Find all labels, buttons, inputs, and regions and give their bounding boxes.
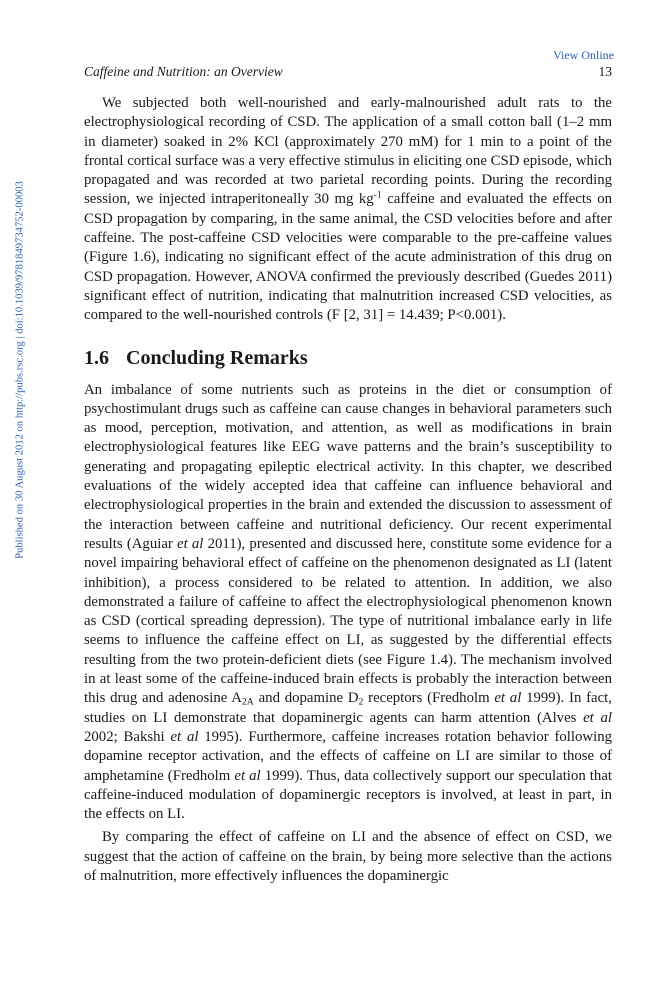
text-run: and dopamine D: [253, 690, 359, 707]
italic-et-al: et al: [170, 728, 199, 745]
side-note-text[interactable]: Published on 30 August 2012 on http://pubs.rsc.org | doi:10.1039/9781849734752-00003: [14, 181, 26, 559]
text-run: 1995). Furthermore, caffeine increases rotation behavior following dopamine receptor activation, and the effects of caffeine on LI are similar to those of amphetamine (Fredholm: [84, 728, 612, 784]
text-run: 2011), presented and discussed here, constitute some evidence for a novel impairing behavioral effect of caffeine on the phenomenon designated as LI (latent inhibition), a process considered to be related to attention. In addition, we also demonstrated a failure of caffeine to affect the electrophysiological phenomenon known as CSD (cortical spreading depression). The type of nutritional imbalance early in life seems to influence the caffeine effect on LI, as suggested by the differential effects resulting from the two protein-deficient diets (see Figure 1.4). The mechanism involved in at least some of the caffeine-induced brain effects is probably the interaction between this drug and adenosine A: [84, 535, 612, 707]
superscript: -1: [373, 190, 382, 202]
subscript: 2A: [241, 696, 254, 708]
text-run: 2002; Bakshi: [84, 728, 171, 745]
paragraph-csd-experiment: [84, 94, 612, 326]
running-head: [84, 64, 612, 80]
publication-side-note: [14, 90, 26, 650]
italic-et-al: et al: [234, 767, 261, 784]
text-run: 1999). Thus, data collectively support our speculation that caffeine-induced modulation of dopaminergic receptors is involved, at least in part, in the effects on LI.: [84, 767, 613, 823]
section-heading: [84, 347, 612, 370]
text-run: An imbalance of some nutrients such as proteins in the diet or consumption of psychostimulant drugs such as caffeine can cause changes in behavioral parameters such as mood, perception, motivation, and attention, as well as modifications in brain electrophysiological features like EEG wave patterns and the brain’s susceptibility to generating and propagating epileptic electrical activity. In this chapter, we described evaluations of the widely accepted idea that caffeine can influence behavioral and electrophysiological properties in the brain and extended the discussion to assessment of the interaction between caffeine and nutritional deficiency. Our recent experimental results (Aguiar: [84, 381, 612, 552]
page-number: 13: [598, 64, 612, 79]
subscript: 2: [358, 696, 364, 708]
italic-et-al: et al: [494, 690, 522, 707]
text-run: receptors (Fredholm: [363, 690, 495, 707]
section-number: 1.6: [84, 346, 109, 369]
italic-et-al: et al: [177, 535, 204, 552]
paragraph-comparison: By comparing the effect of caffeine on LI and the absence of effect on CSD, we suggest that the action of caffeine on the brain, by being more selective than the actions of malnutrition, more effectively influences the dopaminergic: [84, 829, 612, 884]
text-run: 1999). In fact, studies on LI demonstrate that dopaminergic agents can harm attention (Alves: [84, 690, 612, 726]
running-title: Caffeine and Nutrition: an Overview: [84, 64, 283, 79]
text-run: caffeine and evaluated the effects on CSD propagation by comparing, in the same animal, the CSD velocities before and after caffeine. The post-caffeine CSD velocities were comparable to the pre-caffeine values (Figure 1.6), indicating no significant effect of the acute administration of this drug on CSD propagation. However, ANOVA confirmed the previously described (Guedes 2011) significant effect of nutrition, indicating that malnutrition increased CSD velocities, as compared to the well-nourished controls (F [2, 31] = 14.439; P<0.001).: [84, 191, 612, 324]
section-title: Concluding Remarks: [126, 346, 308, 369]
view-online-link[interactable]: View Online: [553, 48, 614, 62]
paragraph-concluding: [84, 381, 612, 825]
body-text: [84, 94, 612, 886]
italic-et-al: et al: [583, 709, 612, 726]
text-run: We subjected both well-nourished and early-malnourished adult rats to the electrophysiological recording of CSD. The application of a small cotton ball (1–2 mm in diameter) soaked in 2% KCl (approximately 270 mM) for 1 min to a point of the frontal cortical surface was a very effective stimulus in eliciting one CSD episode, which propagated and was recorded at two parietal recording points. During the recording session, we injected intraperitoneally 30 mg kg: [84, 95, 612, 208]
